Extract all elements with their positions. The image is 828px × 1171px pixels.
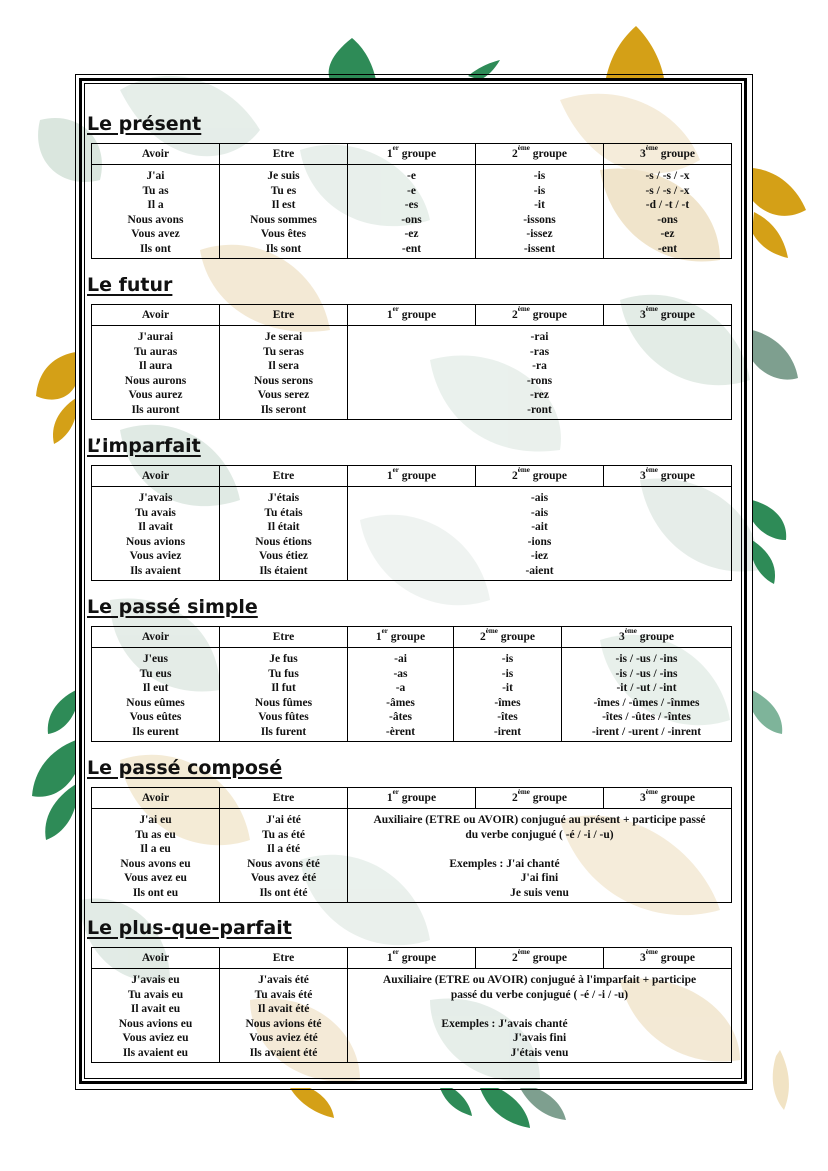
group-ordinal: ème bbox=[517, 948, 530, 956]
group-number: 1 bbox=[386, 470, 393, 482]
conjugation-cell: J'avais été bbox=[258, 974, 309, 986]
conjugation-cell: J'ai bbox=[146, 170, 165, 182]
conjugation-cell: Vous aurez bbox=[128, 389, 183, 401]
column-avoir bbox=[92, 648, 220, 742]
conjugation-cell: Vous aviez bbox=[129, 550, 182, 562]
column-group-2 bbox=[454, 648, 562, 742]
example-text: J'étais venu bbox=[510, 1046, 569, 1059]
section-title: Le futur bbox=[87, 274, 173, 296]
section-plus-que-parfait bbox=[87, 917, 732, 1059]
conjugation-cell: J'ai été bbox=[266, 814, 301, 826]
conjugation-cell: -is / -us / -ins bbox=[615, 653, 678, 665]
conjugation-cell: -is bbox=[533, 184, 546, 197]
section-title: L’imparfait bbox=[87, 435, 201, 457]
group-number: 1 bbox=[375, 631, 382, 643]
group-word: groupe bbox=[532, 792, 567, 804]
column-etre bbox=[220, 969, 348, 1063]
conjugation-cell: -e bbox=[407, 170, 416, 182]
conjugation-table bbox=[91, 626, 732, 742]
conjugation-cell: Ils étaient bbox=[259, 564, 308, 577]
conjugation-cell: -ait bbox=[531, 521, 548, 533]
section-futur bbox=[87, 274, 732, 416]
conjugation-table bbox=[91, 947, 732, 1063]
table-body-row bbox=[92, 165, 732, 259]
example-text: J'ai fini bbox=[520, 872, 559, 884]
conjugation-cell: Nous sommes bbox=[250, 213, 317, 226]
conjugation-cell: Je suis bbox=[267, 170, 300, 182]
conjugation-cell: Nous aurons bbox=[124, 374, 187, 387]
header-group-1 bbox=[348, 948, 476, 969]
header-avoir: Avoir bbox=[92, 948, 220, 969]
column-endings bbox=[348, 326, 732, 420]
conjugation-cell: Vous fûtes bbox=[258, 711, 309, 723]
conjugation-cell: Nous avions été bbox=[245, 1017, 322, 1030]
conjugation-cell: -ais bbox=[530, 492, 549, 504]
table-body-row bbox=[92, 648, 732, 742]
group-number: 1 bbox=[386, 148, 393, 160]
conjugation-cell: -rons bbox=[526, 374, 553, 387]
conjugation-cell: Ils sont bbox=[265, 242, 302, 255]
conjugation-cell: -îtes / -ûtes / -întes bbox=[602, 711, 691, 723]
conjugation-cell: -aient bbox=[525, 564, 554, 577]
header-group-3 bbox=[604, 466, 732, 487]
conjugation-cell: -it / -ut / -int bbox=[616, 682, 677, 694]
conjugation-cell: Ils avaient été bbox=[249, 1046, 318, 1059]
column-avoir bbox=[92, 969, 220, 1063]
conjugation-cell: Il avait eu bbox=[130, 1003, 181, 1015]
group-ordinal: ème bbox=[624, 627, 637, 635]
conjugation-cell: Vous avez bbox=[131, 228, 180, 240]
column-group-3 bbox=[604, 165, 732, 259]
conjugation-cell: -d / -t / -t bbox=[645, 199, 690, 211]
header-etre: Etre bbox=[220, 466, 348, 487]
header-group-2 bbox=[476, 144, 604, 165]
conjugation-table bbox=[91, 304, 732, 420]
conjugation-cell: -îmes bbox=[494, 696, 521, 709]
conjugation-cell: -âmes bbox=[386, 696, 415, 709]
conjugation-cell: Nous étions bbox=[255, 535, 312, 548]
column-etre bbox=[220, 326, 348, 420]
group-word: groupe bbox=[532, 148, 567, 160]
header-group-2 bbox=[476, 305, 604, 326]
conjugation-cell: Il sera bbox=[268, 360, 299, 372]
group-word: groupe bbox=[532, 309, 567, 321]
section-passe-compose bbox=[87, 757, 732, 899]
group-number: 3 bbox=[640, 148, 646, 160]
column-group-1 bbox=[348, 648, 454, 742]
header-group-1 bbox=[348, 788, 476, 809]
header-etre: Etre bbox=[220, 788, 348, 809]
section-title: Le présent bbox=[87, 113, 202, 135]
conjugation-cell: Ils avaient eu bbox=[122, 1046, 189, 1059]
header-avoir: Avoir bbox=[92, 788, 220, 809]
conjugation-cell: -e bbox=[407, 184, 416, 197]
example-text: Je suis venu bbox=[510, 886, 569, 899]
group-word: groupe bbox=[500, 631, 535, 643]
table-body-row bbox=[92, 809, 732, 903]
group-word: groupe bbox=[660, 470, 695, 482]
group-number: 3 bbox=[640, 470, 646, 482]
conjugation-cell: Vous eûtes bbox=[129, 711, 182, 723]
header-etre: Etre bbox=[220, 948, 348, 969]
header-group-3 bbox=[604, 948, 732, 969]
section-title: Le passé simple bbox=[87, 596, 258, 618]
conjugation-cell: -îmes / -ûmes / -înmes bbox=[593, 696, 700, 709]
example-text: Exemples : J'avais chanté bbox=[441, 1017, 568, 1030]
group-number: 2 bbox=[512, 148, 518, 160]
section-present bbox=[87, 113, 732, 255]
group-word: groupe bbox=[660, 148, 695, 160]
group-ordinal: ème bbox=[485, 627, 498, 635]
header-group-2 bbox=[454, 627, 562, 648]
conjugation-cell: Nous fûmes bbox=[254, 696, 313, 709]
conjugation-cell: -rez bbox=[530, 389, 549, 401]
conjugation-cell: Vous étiez bbox=[258, 550, 309, 562]
group-word: groupe bbox=[660, 309, 695, 321]
column-avoir bbox=[92, 809, 220, 903]
column-etre bbox=[220, 809, 348, 903]
conjugation-cell: Tu auras bbox=[133, 345, 178, 358]
conjugation-cell: Il était bbox=[267, 521, 300, 533]
group-ordinal: ème bbox=[645, 144, 658, 152]
group-number: 3 bbox=[640, 792, 646, 804]
conjugation-cell: -it bbox=[534, 199, 545, 211]
conjugation-cell: Tu fus bbox=[268, 667, 299, 680]
group-word: groupe bbox=[401, 309, 437, 321]
group-ordinal: er bbox=[392, 948, 399, 956]
group-ordinal: er bbox=[381, 627, 388, 635]
group-number: 3 bbox=[640, 952, 646, 964]
rule-text: du verbe conjugué ( -é / -i / -u) bbox=[465, 828, 614, 841]
group-ordinal: ème bbox=[645, 305, 658, 313]
conjugation-cell: Il a été bbox=[266, 843, 301, 855]
section-imparfait bbox=[87, 435, 732, 577]
conjugation-cell: Il a bbox=[147, 199, 164, 211]
group-word: groupe bbox=[401, 148, 437, 160]
table-header-row bbox=[92, 627, 732, 648]
conjugation-cell: J'étais bbox=[267, 492, 300, 504]
conjugation-table bbox=[91, 143, 732, 259]
conjugation-cell: Ils ont eu bbox=[132, 886, 179, 899]
conjugation-cell: Tu avais bbox=[135, 506, 176, 519]
group-number: 3 bbox=[619, 631, 625, 643]
conjugation-cell: Nous serons bbox=[254, 374, 313, 387]
conjugation-cell: J'avais bbox=[138, 492, 173, 504]
conjugation-cell: J'aurai bbox=[137, 331, 174, 343]
conjugation-cell: Ils auront bbox=[131, 403, 180, 416]
group-number: 2 bbox=[512, 792, 518, 804]
conjugation-cell: -es bbox=[404, 199, 419, 211]
conjugation-cell: J'eus bbox=[143, 653, 168, 665]
group-word: groupe bbox=[639, 631, 674, 643]
conjugation-cell: Nous eûmes bbox=[126, 696, 185, 709]
conjugation-cell: -âtes bbox=[389, 711, 412, 723]
rule-text: passé du verbe conjugué ( -é / -i / -u) bbox=[450, 988, 629, 1001]
column-rule bbox=[348, 809, 732, 903]
conjugation-cell: Tu avais été bbox=[254, 988, 313, 1001]
conjugation-cell: Tu seras bbox=[263, 345, 304, 358]
conjugation-cell: J'ai eu bbox=[139, 814, 172, 826]
conjugation-cell: -it bbox=[502, 682, 513, 694]
conjugation-cell: Tu étais bbox=[264, 506, 303, 519]
group-word: groupe bbox=[660, 952, 695, 964]
header-etre: Etre bbox=[220, 144, 348, 165]
table-header-row bbox=[92, 466, 732, 487]
conjugation-cell: Il avait été bbox=[257, 1003, 310, 1015]
header-group-1 bbox=[348, 466, 476, 487]
conjugation-cell: Il eut bbox=[142, 682, 169, 694]
conjugation-cell: -îtes bbox=[497, 711, 518, 723]
conjugation-cell: Il avait bbox=[138, 521, 173, 533]
conjugation-cell: -ent bbox=[657, 242, 678, 255]
header-avoir: Avoir bbox=[92, 144, 220, 165]
group-number: 3 bbox=[640, 309, 646, 321]
conjugation-cell: -ais bbox=[530, 506, 549, 519]
section-title: Le passé composé bbox=[87, 757, 283, 779]
group-ordinal: ème bbox=[517, 305, 530, 313]
group-number: 2 bbox=[512, 309, 518, 321]
conjugation-cell: Vous aviez été bbox=[249, 1032, 318, 1044]
group-number: 1 bbox=[386, 952, 393, 964]
conjugation-cell: Nous avions eu bbox=[118, 1017, 193, 1030]
group-word: groupe bbox=[401, 792, 437, 804]
conjugation-cell: Vous serez bbox=[257, 389, 310, 401]
group-ordinal: er bbox=[392, 144, 399, 152]
rule-text: Auxiliaire (ETRE ou AVOIR) conjugué à l'imparfait + participe bbox=[382, 974, 697, 986]
conjugation-cell: -issent bbox=[523, 242, 556, 255]
conjugation-cell: Vous êtes bbox=[260, 228, 307, 240]
conjugation-cell: J'avais eu bbox=[131, 974, 180, 986]
conjugation-cell: Ils avaient bbox=[130, 564, 181, 577]
conjugation-cell: Tu as été bbox=[261, 828, 306, 841]
conjugation-cell: Nous avons été bbox=[247, 857, 320, 870]
conjugation-cell: Tu es bbox=[270, 184, 297, 197]
header-group-1 bbox=[348, 627, 454, 648]
header-avoir: Avoir bbox=[92, 305, 220, 326]
conjugation-cell: Il est bbox=[271, 199, 296, 211]
group-ordinal: er bbox=[392, 305, 399, 313]
example-text: J'avais fini bbox=[512, 1032, 567, 1044]
conjugation-cell: Je serai bbox=[264, 331, 303, 343]
conjugation-cell: Ils seront bbox=[260, 403, 307, 416]
conjugation-cell: Vous avez été bbox=[250, 872, 317, 884]
group-number: 1 bbox=[386, 309, 393, 321]
conjugation-cell: -is / -us / -ins bbox=[615, 667, 678, 680]
header-group-2 bbox=[476, 788, 604, 809]
group-number: 2 bbox=[480, 631, 486, 643]
conjugation-cell: Nous avons bbox=[127, 213, 184, 226]
header-avoir: Avoir bbox=[92, 627, 220, 648]
section-passe-simple bbox=[87, 596, 732, 738]
conjugation-cell: -ras bbox=[529, 345, 550, 358]
column-group-3 bbox=[562, 648, 732, 742]
group-word: groupe bbox=[401, 952, 437, 964]
header-avoir: Avoir bbox=[92, 466, 220, 487]
header-group-3 bbox=[562, 627, 732, 648]
conjugation-table bbox=[91, 465, 732, 581]
conjugation-cell: -a bbox=[395, 682, 406, 694]
table-header-row bbox=[92, 305, 732, 326]
conjugation-cell: Tu avais eu bbox=[127, 988, 184, 1001]
group-number: 2 bbox=[512, 470, 518, 482]
header-etre: Etre bbox=[220, 627, 348, 648]
column-group-2 bbox=[476, 165, 604, 259]
header-group-3 bbox=[604, 305, 732, 326]
conjugation-cell: -issez bbox=[526, 228, 553, 240]
column-group-1 bbox=[348, 165, 476, 259]
column-avoir bbox=[92, 165, 220, 259]
conjugation-cell: -ai bbox=[394, 653, 407, 665]
conjugation-cell: -èrent bbox=[385, 725, 416, 738]
group-word: groupe bbox=[401, 470, 437, 482]
group-ordinal: er bbox=[392, 466, 399, 474]
group-ordinal: er bbox=[392, 788, 399, 796]
group-ordinal: ème bbox=[645, 466, 658, 474]
conjugation-cell: -ez bbox=[660, 228, 675, 240]
header-group-3 bbox=[604, 788, 732, 809]
column-avoir bbox=[92, 326, 220, 420]
group-number: 1 bbox=[386, 792, 393, 804]
header-etre: Etre bbox=[220, 305, 348, 326]
group-ordinal: ème bbox=[517, 788, 530, 796]
conjugation-cell: -is bbox=[533, 170, 546, 182]
conjugation-cell: -ons bbox=[657, 213, 678, 226]
header-group-1 bbox=[348, 144, 476, 165]
conjugation-cell: -iez bbox=[530, 550, 549, 562]
conjugation-cell: -irent bbox=[493, 725, 522, 738]
conjugation-cell: -ront bbox=[527, 403, 552, 416]
rule-text: Auxiliaire (ETRE ou AVOIR) conjugué au présent + participe passé bbox=[373, 814, 706, 826]
conjugation-cell: -ons bbox=[401, 213, 422, 226]
conjugation-cell: -ez bbox=[404, 228, 419, 240]
group-word: groupe bbox=[390, 631, 426, 643]
column-endings bbox=[348, 487, 732, 581]
group-ordinal: ème bbox=[645, 948, 658, 956]
conjugation-cell: Tu as eu bbox=[135, 828, 176, 841]
conjugation-cell: -rai bbox=[530, 331, 549, 343]
table-header-row bbox=[92, 788, 732, 809]
conjugation-cell: Il a eu bbox=[140, 843, 171, 855]
header-group-1 bbox=[348, 305, 476, 326]
group-ordinal: ème bbox=[517, 466, 530, 474]
column-etre bbox=[220, 487, 348, 581]
column-etre bbox=[220, 165, 348, 259]
header-group-2 bbox=[476, 948, 604, 969]
conjugation-cell: Ils ont été bbox=[259, 886, 308, 899]
conjugation-table bbox=[91, 787, 732, 903]
conjugation-cell: -irent / -urent / -inrent bbox=[591, 725, 702, 738]
conjugation-cell: Il aura bbox=[138, 360, 173, 372]
conjugation-cell: -s / -s / -x bbox=[645, 184, 690, 197]
conjugation-cell: -issons bbox=[523, 213, 556, 226]
header-group-2 bbox=[476, 466, 604, 487]
group-word: groupe bbox=[532, 952, 567, 964]
conjugation-cell: -as bbox=[393, 667, 408, 680]
group-number: 2 bbox=[512, 952, 518, 964]
group-word: groupe bbox=[532, 470, 567, 482]
conjugation-cell: -ions bbox=[527, 535, 552, 548]
conjugation-cell: Vous aviez eu bbox=[122, 1032, 189, 1044]
conjugation-cell: Je fus bbox=[269, 653, 298, 665]
conjugation-cell: Nous avons eu bbox=[120, 857, 191, 870]
conjugation-cell: Vous avez eu bbox=[124, 872, 187, 884]
group-ordinal: ème bbox=[517, 144, 530, 152]
conjugation-cell: -ra bbox=[532, 360, 547, 372]
group-word: groupe bbox=[660, 792, 695, 804]
example-text: Exemples : J'ai chanté bbox=[449, 857, 560, 870]
conjugation-cell: Il fut bbox=[271, 682, 296, 694]
header-group-3 bbox=[604, 144, 732, 165]
section-title: Le plus-que-parfait bbox=[87, 917, 292, 939]
table-header-row bbox=[92, 144, 732, 165]
table-body-row bbox=[92, 326, 732, 420]
conjugation-cell: Ils furent bbox=[260, 725, 307, 738]
conjugation-cell: Tu as bbox=[142, 184, 169, 197]
column-avoir bbox=[92, 487, 220, 581]
table-body-row bbox=[92, 487, 732, 581]
conjugation-cell: -ent bbox=[401, 242, 422, 255]
conjugation-cell: Ils ont bbox=[140, 242, 171, 255]
group-ordinal: ème bbox=[645, 788, 658, 796]
conjugation-cell: Tu eus bbox=[139, 667, 172, 680]
table-header-row bbox=[92, 948, 732, 969]
column-etre bbox=[220, 648, 348, 742]
table-body-row bbox=[92, 969, 732, 1063]
conjugation-cell: Ils eurent bbox=[132, 725, 179, 738]
conjugation-cell: -is bbox=[501, 667, 514, 680]
conjugation-cell: -s / -s / -x bbox=[645, 170, 690, 182]
column-rule bbox=[348, 969, 732, 1063]
conjugation-cell: Nous avions bbox=[125, 535, 186, 548]
conjugation-cell: -is bbox=[501, 653, 514, 665]
